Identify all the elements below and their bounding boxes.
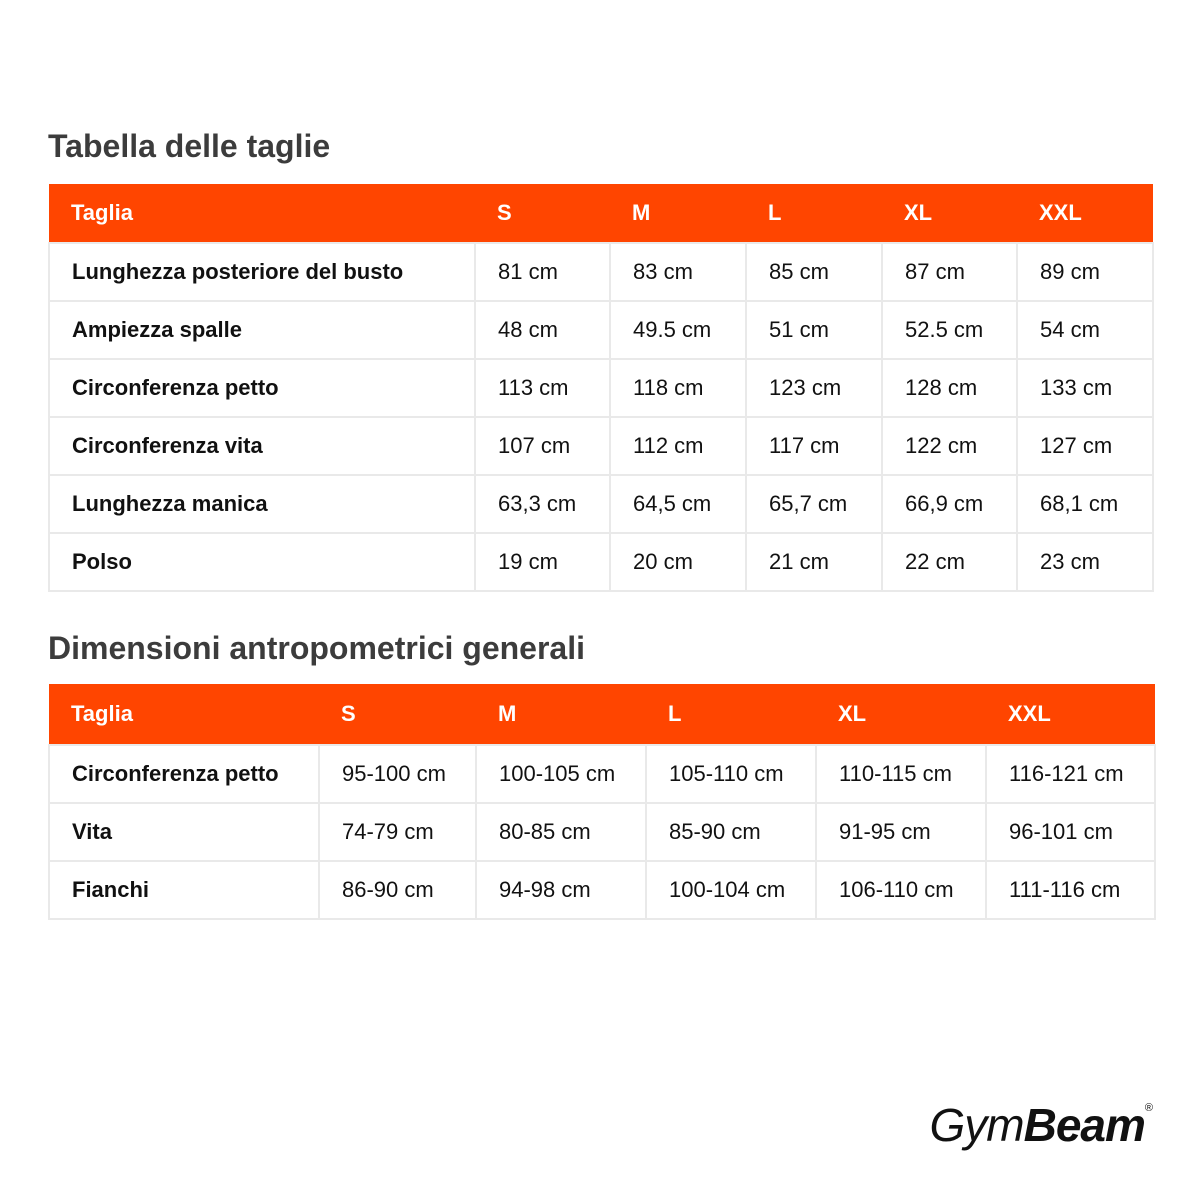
header-cell: Taglia: [71, 200, 133, 225]
table-row: [49, 301, 1153, 359]
table-cell: 117 cm: [746, 417, 882, 475]
table-cell: 74-79 cm: [319, 803, 476, 861]
table-cell: 81 cm: [475, 243, 610, 301]
table-cell: 65,7 cm: [746, 475, 882, 533]
header-cell: M: [632, 200, 651, 225]
header-cell: S: [497, 200, 512, 225]
table-cell: 106-110 cm: [816, 861, 986, 919]
table-cell: 23 cm: [1017, 533, 1153, 591]
table-cell: 80-85 cm: [476, 803, 646, 861]
table-cell: 111-116 cm: [986, 861, 1155, 919]
table-header-row: [49, 684, 1155, 745]
registered-mark: ®: [1144, 1102, 1152, 1114]
table-cell: 54 cm: [1017, 301, 1153, 359]
table-cell: 20 cm: [610, 533, 746, 591]
row-label: Vita: [49, 803, 319, 861]
table-header-row: [49, 184, 1153, 243]
table-cell: 100-104 cm: [646, 861, 816, 919]
gymbeam-logo: [929, 1098, 1152, 1152]
row-label: Fianchi: [49, 861, 319, 919]
logo-text-gym: Gym: [929, 1099, 1024, 1151]
table-cell: 19 cm: [475, 533, 610, 591]
row-label: Circonferenza petto: [49, 359, 475, 417]
size-chart-title: Tabella delle taglie: [48, 128, 331, 164]
table-cell: 52.5 cm: [882, 301, 1017, 359]
table-cell: 116-121 cm: [986, 745, 1155, 803]
table-cell: 85-90 cm: [646, 803, 816, 861]
row-label: Lunghezza manica: [49, 475, 475, 533]
row-label: Polso: [49, 533, 475, 591]
anthropometric-title: Dimensioni antropometrici generali: [48, 630, 585, 666]
table-cell: 123 cm: [746, 359, 882, 417]
table-cell: 94-98 cm: [476, 861, 646, 919]
table-row: [49, 861, 1155, 919]
table-cell: 85 cm: [746, 243, 882, 301]
row-label: Lunghezza posteriore del busto: [49, 243, 475, 301]
header-cell: S: [341, 701, 356, 726]
table-row: [49, 533, 1153, 591]
table-cell: 21 cm: [746, 533, 882, 591]
table-cell: 89 cm: [1017, 243, 1153, 301]
table-cell: 66,9 cm: [882, 475, 1017, 533]
table-row: [49, 803, 1155, 861]
size-chart-table: [48, 184, 1154, 592]
table-cell: 63,3 cm: [475, 475, 610, 533]
table-cell: 91-95 cm: [816, 803, 986, 861]
row-label: Circonferenza vita: [49, 417, 475, 475]
table-row: [49, 417, 1153, 475]
table-cell: 100-105 cm: [476, 745, 646, 803]
anthropometric-table: [48, 684, 1156, 920]
table-cell: 87 cm: [882, 243, 1017, 301]
row-label: Circonferenza petto: [49, 745, 319, 803]
table-cell: 96-101 cm: [986, 803, 1155, 861]
table-cell: 51 cm: [746, 301, 882, 359]
header-cell: Taglia: [71, 701, 133, 726]
table-cell: 110-115 cm: [816, 745, 986, 803]
table-row: [49, 359, 1153, 417]
table-cell: 112 cm: [610, 417, 746, 475]
table-cell: 105-110 cm: [646, 745, 816, 803]
table-row: [49, 243, 1153, 301]
table-cell: 64,5 cm: [610, 475, 746, 533]
table-row: [49, 475, 1153, 533]
table-cell: 95-100 cm: [319, 745, 476, 803]
table-cell: 113 cm: [475, 359, 610, 417]
table-cell: 86-90 cm: [319, 861, 476, 919]
table-cell: 118 cm: [610, 359, 746, 417]
header-cell: L: [668, 701, 682, 726]
table-cell: 68,1 cm: [1017, 475, 1153, 533]
table-cell: 133 cm: [1017, 359, 1153, 417]
table-cell: 107 cm: [475, 417, 610, 475]
table-cell: 22 cm: [882, 533, 1017, 591]
table-cell: 128 cm: [882, 359, 1017, 417]
header-cell: M: [498, 701, 517, 726]
table-cell: 49.5 cm: [610, 301, 746, 359]
header-cell: XL: [904, 200, 933, 225]
row-label: Ampiezza spalle: [49, 301, 475, 359]
table-cell: 48 cm: [475, 301, 610, 359]
table-cell: 127 cm: [1017, 417, 1153, 475]
table-cell: 83 cm: [610, 243, 746, 301]
table-cell: 122 cm: [882, 417, 1017, 475]
header-cell: L: [768, 200, 782, 225]
logo-text-beam: Beam: [1023, 1099, 1145, 1151]
table-row: [49, 745, 1155, 803]
header-cell: XL: [838, 701, 867, 726]
header-cell: XXL: [1039, 200, 1082, 225]
header-cell: XXL: [1008, 701, 1051, 726]
